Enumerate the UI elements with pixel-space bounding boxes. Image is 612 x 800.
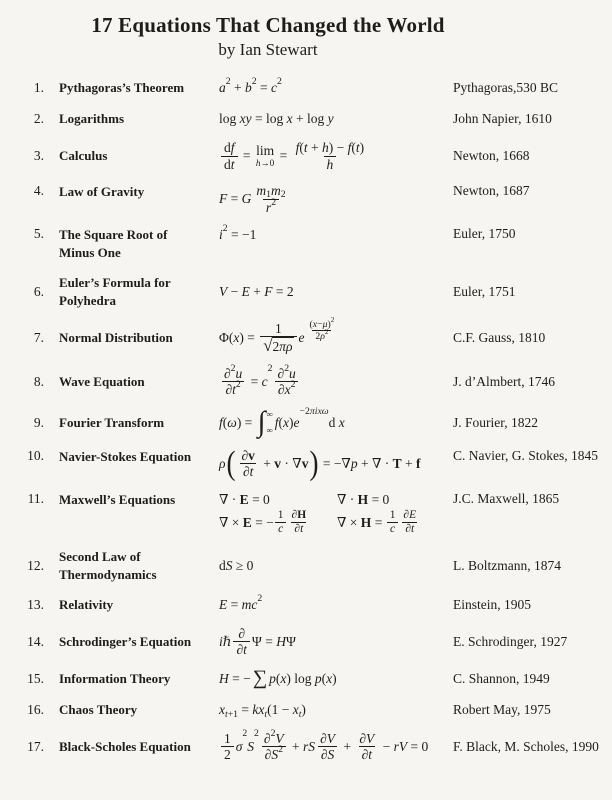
equation-row bbox=[18, 274, 602, 310]
equation-name: Chaos Theory bbox=[59, 701, 138, 717]
math-line: $\frac{1}{2}$ σ 2 S 2 ∂ 2 V ∂ S 2 + rS ∂ V ∂ S + ∂ V ∂ t − rV = 0 bbox=[219, 731, 428, 763]
equation-row bbox=[18, 223, 602, 262]
math-line: ∇ · E = 0 bbox=[219, 491, 270, 507]
math-line: d f d t = lim h →0 = f ( t + h ) − f ( t ) h bbox=[219, 140, 369, 172]
equation-attribution: L. Boltzmann, 1874 bbox=[453, 557, 561, 573]
equation-formula bbox=[219, 727, 447, 763]
equation-number: 8. bbox=[33, 373, 44, 389]
math-line: iℏ ∂ ∂ t Ψ = H Ψ bbox=[219, 625, 296, 658]
math-line: V − E + F = 2 bbox=[219, 283, 294, 299]
equation-attribution: J. d’Almbert, 1746 bbox=[453, 373, 555, 389]
equation-row bbox=[18, 140, 602, 172]
math-line: Φ( x ) = 1 √ 2 πρ e ( x − μ ) 2 2 ρ 2 bbox=[219, 315, 335, 355]
equation-name: Wave Equation bbox=[59, 373, 145, 389]
equation-attribution: J.C. Maxwell, 1865 bbox=[453, 490, 560, 506]
math-line: F = G m 1 m 2 r 2 bbox=[219, 183, 286, 215]
math-line: i 2 = −1 bbox=[219, 223, 257, 243]
equation-attribution: F. Black, M. Scholes, 1990 bbox=[453, 738, 599, 754]
equation-row bbox=[18, 669, 602, 689]
equation-name: Information Theory bbox=[59, 670, 171, 686]
equation-name: Law of Gravity bbox=[59, 184, 145, 200]
equation-name: Schrodinger’s Equation bbox=[59, 633, 192, 649]
math-line: ∇ × H = $\frac{1}{c}$ ∂ E ∂ t bbox=[337, 509, 417, 536]
document-title: 17 Equations That Changed the World bbox=[91, 13, 445, 37]
document-header bbox=[18, 14, 518, 60]
equation-row bbox=[18, 727, 602, 763]
equation-number: 6. bbox=[33, 283, 44, 299]
equation-number: 9. bbox=[33, 414, 44, 430]
equation-formula bbox=[219, 669, 447, 688]
equation-formula bbox=[219, 183, 447, 215]
math-line: ρ ( ∂ v ∂ t + v · ∇ v ) = −∇ p + ∇ · T + f bbox=[219, 444, 421, 482]
equation-number: 2. bbox=[33, 111, 44, 127]
equation-number: 4. bbox=[33, 183, 44, 199]
equation-attribution: Pythagoras,530 BC bbox=[453, 80, 559, 96]
equation-name: Pythagoras’s Theorem bbox=[59, 80, 185, 95]
equation-attribution: C. Shannon, 1949 bbox=[453, 670, 550, 686]
equation-name: Normal Distribution bbox=[59, 329, 173, 345]
equation-row bbox=[18, 315, 602, 355]
equation-name: Second Law of Thermodynamics bbox=[59, 548, 157, 582]
equation-name: Euler’s Formula for Polyhedra bbox=[59, 274, 171, 308]
equation-row bbox=[18, 444, 602, 482]
equation-formula bbox=[219, 701, 447, 719]
equation-name: Relativity bbox=[59, 596, 114, 612]
equation-row bbox=[18, 491, 602, 537]
equation-attribution: John Napier, 1610 bbox=[453, 111, 552, 127]
math-line: ∇ × E = − $\frac{1}{c}$ ∂ H ∂ t bbox=[219, 509, 307, 536]
equation-name: Fourier Transform bbox=[59, 414, 165, 430]
equation-number: 14. bbox=[27, 633, 44, 649]
equation-row bbox=[18, 405, 602, 438]
equation-formula bbox=[219, 405, 447, 438]
equation-number: 3. bbox=[33, 148, 44, 164]
math-line: E = mc 2 bbox=[219, 593, 263, 613]
equation-formula bbox=[219, 140, 447, 172]
equation-formula bbox=[219, 223, 447, 244]
equation-formula bbox=[219, 283, 447, 301]
equation-attribution: Robert May, 1975 bbox=[453, 701, 551, 717]
equation-name: Maxwell’s Equations bbox=[59, 491, 176, 507]
math-line: log xy = log x + log y bbox=[219, 111, 334, 127]
equation-name: Navier-Stokes Equation bbox=[59, 448, 192, 464]
equation-row bbox=[18, 78, 602, 98]
equation-formula bbox=[219, 76, 447, 97]
equation-formula bbox=[219, 491, 447, 537]
math-line: H = − ∑ p ( x ) log p ( x ) bbox=[219, 667, 337, 690]
equation-number: 16. bbox=[27, 701, 44, 717]
equation-attribution: C.F. Gauss, 1810 bbox=[453, 329, 546, 345]
math-line: ∇ · H = 0 bbox=[337, 491, 390, 507]
equation-number: 17. bbox=[27, 738, 44, 754]
equation-number: 11. bbox=[27, 490, 44, 506]
equation-name: Logarithms bbox=[59, 111, 124, 126]
equation-formula bbox=[219, 110, 447, 128]
equation-name: The Square Root of Minus One bbox=[59, 227, 168, 261]
equation-row bbox=[18, 109, 602, 129]
equation-attribution: Newton, 1668 bbox=[453, 148, 530, 164]
equation-row bbox=[18, 362, 602, 398]
equation-number: 12. bbox=[27, 557, 44, 573]
equation-attribution: E. Schrodinger, 1927 bbox=[453, 633, 568, 649]
equation-formula bbox=[219, 593, 447, 614]
equation-row bbox=[18, 626, 602, 658]
equation-number: 7. bbox=[33, 329, 44, 345]
equation-row bbox=[18, 595, 602, 615]
equation-name: Calculus bbox=[59, 148, 108, 164]
math-line: ∂ 2 u ∂ t 2 = c 2 ∂ 2 u ∂ x 2 bbox=[219, 366, 301, 398]
equation-number: 13. bbox=[27, 596, 44, 612]
equation-row bbox=[18, 183, 602, 215]
equation-number: 5. bbox=[33, 226, 44, 242]
equation-formula bbox=[219, 557, 447, 575]
equation-formula bbox=[219, 626, 447, 658]
math-line: f ( ω ) = ∫ ∞ ∞ f ( x ) e −2 πixω d x bbox=[219, 405, 345, 438]
equation-formula bbox=[219, 315, 447, 355]
equations-table bbox=[18, 78, 602, 774]
document-author: by Ian Stewart bbox=[218, 40, 318, 60]
equation-number: 1. bbox=[33, 80, 44, 96]
equation-row bbox=[18, 700, 602, 720]
math-line: d S ≥ 0 bbox=[219, 557, 254, 573]
equation-attribution: J. Fourier, 1822 bbox=[453, 414, 538, 430]
math-line: x t +1 = kx t (1 − x t ) bbox=[219, 702, 306, 720]
equation-attribution: Euler, 1751 bbox=[453, 283, 516, 299]
equation-attribution: C. Navier, G. Stokes, 1845 bbox=[453, 447, 598, 463]
equation-formula bbox=[219, 362, 447, 398]
equation-number: 10. bbox=[27, 447, 44, 463]
equation-number: 15. bbox=[27, 670, 44, 686]
equation-row bbox=[18, 548, 602, 584]
equation-formula bbox=[219, 444, 447, 482]
math-line: a 2 + b 2 = c 2 bbox=[219, 76, 282, 96]
equation-name: Black-Scholes Equation bbox=[59, 738, 191, 754]
equation-attribution: Euler, 1750 bbox=[453, 226, 516, 242]
equation-attribution: Newton, 1687 bbox=[453, 183, 530, 199]
equation-attribution: Einstein, 1905 bbox=[453, 596, 531, 612]
